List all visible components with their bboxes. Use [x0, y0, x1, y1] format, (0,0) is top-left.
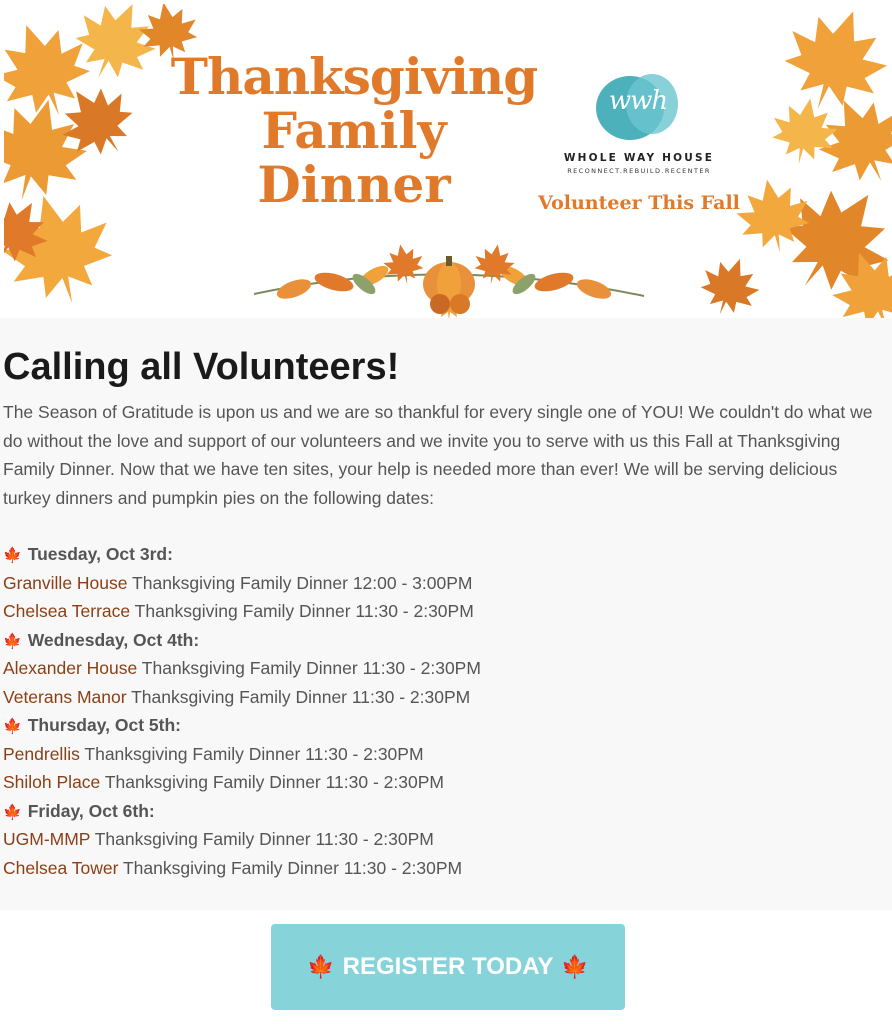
page-heading: Calling all Volunteers!: [3, 346, 400, 388]
banner-title-line2: Family: [261, 101, 447, 160]
event-detail: Thanksgiving Family Dinner 11:30 - 2:30PM: [79, 743, 424, 764]
day-heading: [3, 797, 883, 826]
maple-leaf-icon: 🍁: [3, 632, 22, 650]
register-button-label: REGISTER TODAY: [342, 953, 554, 980]
banner-title: [154, 47, 554, 214]
day-label: Wednesday, Oct 4th:: [27, 629, 200, 650]
day-label: Thursday, Oct 5th:: [27, 715, 181, 735]
schedule-item: [3, 768, 883, 797]
event-detail: Thanksgiving Family Dinner 12:00 - 3:00PM: [127, 572, 473, 593]
schedule-item: [3, 854, 883, 883]
site-link[interactable]: Granville House: [3, 572, 128, 593]
site-link[interactable]: Chelsea Terrace: [3, 601, 131, 621]
event-detail: Thanksgiving Family Dinner 11:30 - 2:30PM: [137, 658, 481, 678]
volunteer-this-fall: Volunteer This Fall: [538, 192, 740, 214]
content-section: [0, 318, 892, 910]
site-link[interactable]: Pendrellis: [3, 743, 80, 764]
maple-leaf-icon: 🍁: [3, 547, 22, 564]
schedule-item: [3, 683, 883, 712]
event-detail: Thanksgiving Family Dinner 11:30 - 2:30PM: [100, 772, 444, 792]
maple-leaf-icon: 🍁: [3, 718, 22, 735]
org-tagline: RECONNECT.REBUILD.RECENTER: [567, 167, 711, 175]
maple-leaf-icon: 🍁: [3, 803, 22, 821]
site-link[interactable]: UGM-MMP: [3, 829, 91, 849]
event-detail: Thanksgiving Family Dinner 11:30 - 2:30PM: [126, 686, 471, 707]
event-detail: Thanksgiving Family Dinner 11:30 - 2:30PM: [90, 829, 434, 849]
day-label: Friday, Oct 6th:: [27, 800, 155, 821]
register-today-button[interactable]: [271, 924, 625, 1010]
day-heading: [3, 711, 883, 740]
event-detail: Thanksgiving Family Dinner 11:30 - 2:30PM: [118, 857, 463, 878]
header-banner: [4, 4, 892, 318]
day-heading: [3, 540, 883, 569]
logo-mark: wwh: [608, 86, 668, 116]
schedule-list: [3, 540, 883, 882]
schedule-item: [3, 740, 883, 769]
maple-leaf-icon: 🍁: [561, 954, 589, 979]
maple-leaf-icon: 🍁: [307, 954, 335, 979]
site-link[interactable]: Alexander House: [3, 658, 138, 678]
intro-paragraph: The Season of Gratitude is upon us and we are so thankful for every single one of YOU! We couldn't do what we do without the love and support of our volunteers and we invite you to serve with us this Fall at Thanksgiving Family Dinner. Now that we have ten sites, your help is needed more than ever! We will be serving delicious turkey dinners and pumpkin pies on the following dates:: [3, 402, 873, 508]
event-detail: Thanksgiving Family Dinner 11:30 - 2:30PM: [130, 601, 474, 621]
banner-title-line1: Thanksgiving: [170, 47, 538, 106]
org-name: WHOLE WAY HOUSE: [563, 152, 715, 164]
schedule-item: [3, 825, 883, 854]
schedule-item: [3, 597, 883, 626]
site-link[interactable]: Chelsea Tower: [3, 857, 119, 878]
day-heading: [3, 626, 883, 655]
schedule-item: [3, 654, 883, 683]
schedule-item: [3, 569, 883, 598]
site-link[interactable]: Veterans Manor: [3, 686, 127, 707]
day-label: Tuesday, Oct 3rd:: [27, 544, 173, 564]
banner-title-line3: Dinner: [257, 155, 451, 214]
site-link[interactable]: Shiloh Place: [3, 772, 101, 792]
